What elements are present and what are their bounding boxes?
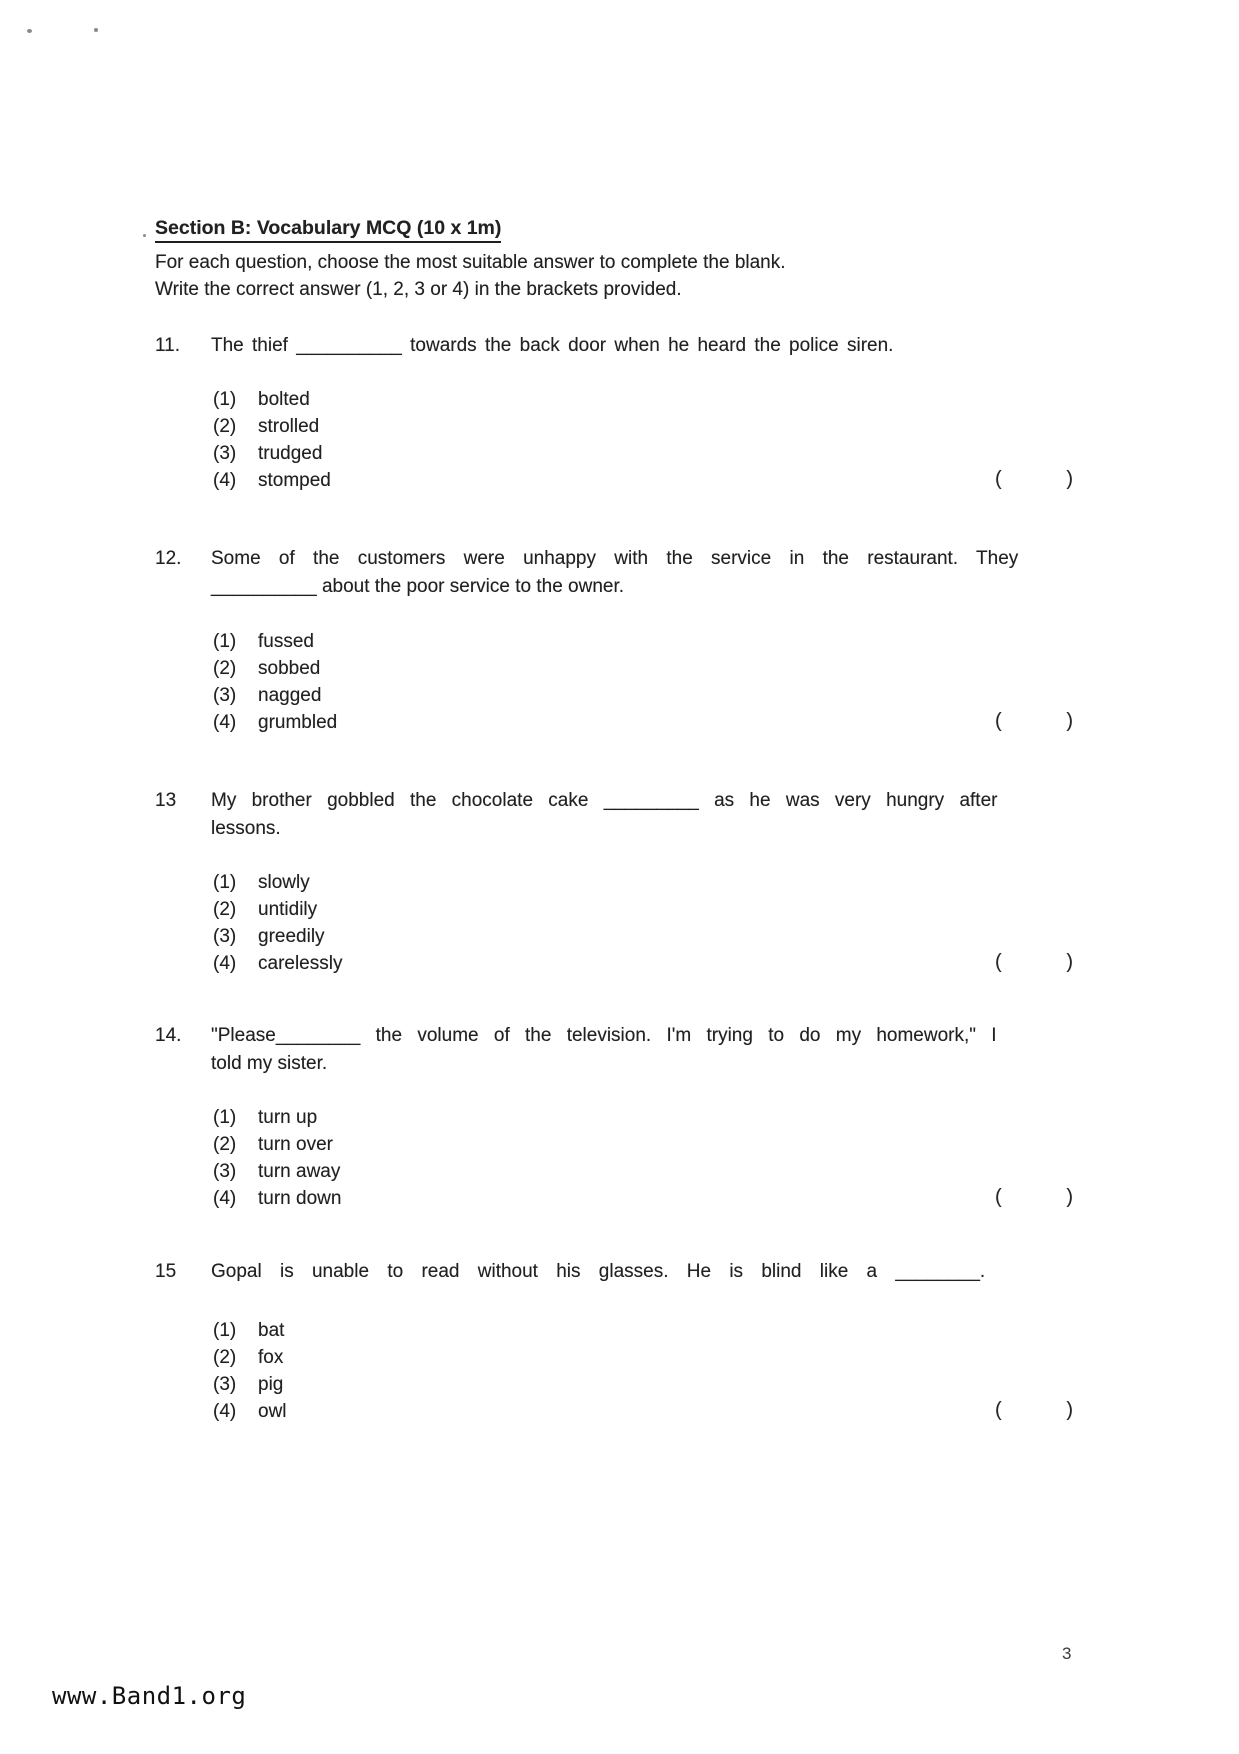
bracket-close: ) — [1066, 951, 1073, 973]
bracket-open: ( — [995, 951, 1002, 973]
section-header — [155, 216, 1090, 303]
option-row — [213, 869, 1087, 896]
option-row — [213, 1344, 1087, 1371]
bracket-close: ) — [1066, 710, 1073, 732]
option-number: (2) — [213, 416, 237, 437]
question-12 — [155, 545, 1087, 736]
answer-bracket — [995, 708, 1073, 735]
option-row — [213, 923, 1087, 950]
option-label: fussed — [258, 631, 314, 652]
option-label: slowly — [258, 872, 310, 893]
question-number: 11. — [155, 335, 181, 356]
options-list — [213, 869, 1087, 977]
bracket-close: ) — [1066, 468, 1073, 490]
option-label: turn up — [258, 1107, 318, 1128]
question-14 — [155, 1022, 1087, 1212]
option-label: strolled — [258, 416, 320, 437]
option-label: sobbed — [258, 658, 321, 679]
stem-line: told my sister. — [211, 1053, 328, 1074]
bracket-open: ( — [995, 710, 1002, 732]
stem-line: The thief __________ towards the back door when he heard the police siren. — [211, 335, 894, 356]
question-11 — [155, 332, 1087, 494]
question-stem — [211, 332, 1087, 360]
option-row — [213, 467, 1087, 494]
option-number: (3) — [213, 1161, 237, 1182]
option-row — [213, 386, 1087, 413]
options-list — [213, 386, 1087, 494]
option-label: fox — [258, 1347, 284, 1368]
section-instructions — [155, 249, 1090, 303]
option-number: (1) — [213, 1320, 237, 1341]
stem-line: lessons. — [211, 818, 281, 839]
option-label: nagged — [258, 685, 322, 706]
option-row — [213, 1131, 1087, 1158]
option-number: (4) — [213, 712, 237, 733]
bracket-open: ( — [995, 1399, 1002, 1421]
question-number: 15 — [155, 1261, 177, 1282]
page-number: 3 — [1062, 1644, 1072, 1663]
question-number: 12. — [155, 548, 182, 569]
option-number: (2) — [213, 658, 237, 679]
option-label: grumbled — [258, 712, 338, 733]
options-list — [213, 1317, 1087, 1425]
scan-speck — [27, 29, 32, 33]
option-number: (3) — [213, 685, 237, 706]
option-number: (3) — [213, 443, 237, 464]
option-label: stomped — [258, 470, 331, 491]
bracket-close: ) — [1066, 1399, 1073, 1421]
option-label: turn over — [258, 1134, 333, 1155]
option-row — [213, 950, 1087, 977]
instruction-line-1: For each question, choose the most suitable answer to complete the blank. — [155, 252, 786, 273]
option-number: (3) — [213, 1374, 237, 1395]
option-row — [213, 413, 1087, 440]
question-number: 14. — [155, 1025, 182, 1046]
question-number: 13 — [155, 790, 177, 811]
answer-bracket — [995, 1184, 1073, 1211]
option-number: (4) — [213, 1188, 237, 1209]
option-row — [213, 1185, 1087, 1212]
option-row — [213, 440, 1087, 467]
option-row — [213, 1398, 1087, 1425]
question-stem — [211, 1258, 1087, 1286]
option-row — [213, 682, 1087, 709]
question-15 — [155, 1258, 1087, 1425]
option-number: (4) — [213, 1401, 237, 1422]
option-number: (1) — [213, 872, 237, 893]
scan-speck — [94, 28, 98, 32]
option-number: (1) — [213, 631, 237, 652]
question-stem — [211, 787, 1087, 843]
bracket-open: ( — [995, 1186, 1002, 1208]
stem-line: Some of the customers were unhappy with the service in the restaurant. They — [211, 548, 1019, 569]
scan-speck — [143, 234, 146, 237]
option-label: owl — [258, 1401, 287, 1422]
option-row — [213, 1158, 1087, 1185]
option-row — [213, 896, 1087, 923]
question-stem — [211, 545, 1087, 601]
answer-bracket — [995, 1397, 1073, 1424]
option-label: untidily — [258, 899, 318, 920]
option-row — [213, 655, 1087, 682]
option-label: greedily — [258, 926, 325, 947]
option-label: bat — [258, 1320, 285, 1341]
option-row — [213, 628, 1087, 655]
options-list — [213, 628, 1087, 736]
bracket-open: ( — [995, 468, 1002, 490]
option-label: trudged — [258, 443, 323, 464]
option-row — [213, 1371, 1087, 1398]
instruction-line-2: Write the correct answer (1, 2, 3 or 4) in the brackets provided. — [155, 279, 682, 300]
option-number: (3) — [213, 926, 237, 947]
option-label: pig — [258, 1374, 284, 1395]
stem-line: My brother gobbled the chocolate cake _________ as he was very hungry after — [211, 790, 998, 811]
option-number: (1) — [213, 1107, 237, 1128]
section-title: Section B: Vocabulary MCQ (10 x 1m) — [155, 216, 501, 243]
footer-watermark: www.Band1.org — [52, 1682, 247, 1710]
answer-bracket — [995, 466, 1073, 493]
option-label: carelessly — [258, 953, 343, 974]
bracket-close: ) — [1066, 1186, 1073, 1208]
option-number: (4) — [213, 470, 237, 491]
options-list — [213, 1104, 1087, 1212]
option-row — [213, 1104, 1087, 1131]
stem-line: __________ about the poor service to the owner. — [211, 576, 625, 597]
option-label: bolted — [258, 389, 310, 410]
option-number: (1) — [213, 389, 237, 410]
stem-line: Gopal is unable to read without his glasses. He is blind like a ________. — [211, 1261, 986, 1282]
option-number: (2) — [213, 899, 237, 920]
option-label: turn down — [258, 1188, 342, 1209]
option-row — [213, 1317, 1087, 1344]
question-13 — [155, 787, 1087, 977]
option-number: (2) — [213, 1134, 237, 1155]
option-row — [213, 709, 1087, 736]
stem-line: "Please________ the volume of the television. I'm trying to do my homework," I — [211, 1025, 997, 1046]
answer-bracket — [995, 949, 1073, 976]
option-number: (2) — [213, 1347, 237, 1368]
option-number: (4) — [213, 953, 237, 974]
question-stem — [211, 1022, 1087, 1078]
option-label: turn away — [258, 1161, 341, 1182]
